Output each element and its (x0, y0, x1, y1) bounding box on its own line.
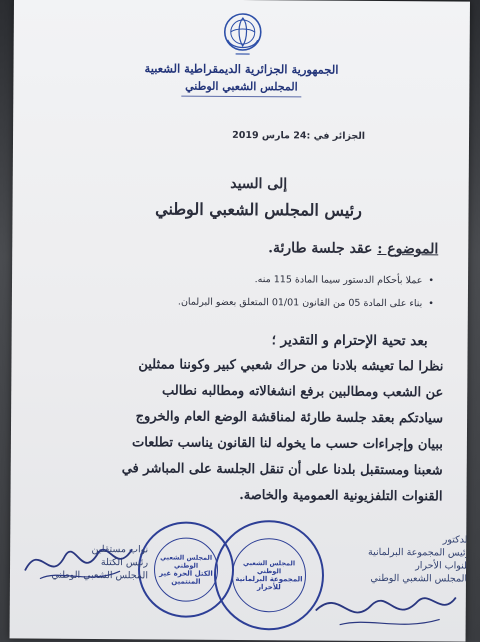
handwritten-signature (310, 580, 460, 637)
greeting: بعد تحية الإحترام و التقدير ؛ (271, 332, 428, 350)
subject-line (268, 240, 438, 257)
subject-text: عقد جلسة طارئة. (268, 240, 373, 257)
assembly-title: المجلس الشعبي الوطني (185, 79, 298, 94)
letter-date: الجزائر في :24 مارس 2019 (232, 129, 366, 142)
body-line: سيادتكم بعقد جلسة طارئة لمناقشة الوضع العام والخروج (135, 409, 444, 427)
stamp-outer-text: المجلس الشعبي الوطني (243, 559, 296, 576)
letter-page (10, 0, 470, 642)
reference-item: •بناء على المادة 05 من القانون 01/01 المتعلق بعضو البرلمان. (177, 296, 434, 310)
body-line: عن الشعب ومطالبين برفع انشغالاته ومطالبه نطالب (161, 383, 444, 401)
stamp-inner-ring (154, 537, 219, 602)
republic-title: الجمهورية الجزائرية الديمقراطية الشعبية (144, 61, 339, 77)
handwritten-signature (20, 530, 140, 591)
body-line: نظرا لما تعيشه بلادنا من حراك شعبي كبير وكوننا ممثلين (138, 357, 444, 375)
body-line: ببيان وإجراءات حسب ما يخوله لنا القانون يناسب تطلعات (131, 435, 443, 453)
body-line: القنوات التلفزيونية العمومية والخاصة. (239, 487, 443, 505)
addressee-line2: رئيس المجلس الشعبي الوطني (155, 199, 362, 220)
addressee-line1: إلى السيد (230, 175, 288, 193)
body-line: شعبنا ومستقبل بلدنا على أن تنقل الجلسة على المباشر في (121, 461, 443, 479)
stamp-inner-text: الكتل الحرة غير المنتمين (159, 569, 213, 586)
national-emblem-icon (222, 10, 264, 58)
stamp-outer-text: المجلس الشعبي الوطني (160, 553, 213, 570)
header-divider (181, 96, 301, 98)
official-stamp (214, 520, 325, 631)
stamp-inner-ring (232, 538, 307, 613)
bullet-icon: • (428, 298, 434, 310)
reference-item: •عملا بأحكام الدستور سيما المادة 115 منه. (254, 274, 435, 287)
subject-label: الموضوع : (377, 240, 439, 258)
stamp-inner-text: المجموعة البرلمانية للأحرار (235, 574, 303, 592)
bullet-icon: • (428, 275, 435, 287)
signature-block-right: الدكتور رئيس المجموعة البرلمانية للنواب الأحرار بالمجلس الشعبي الوطني (367, 534, 470, 585)
signature-block-left: نواب مستقلين رئيس الكتلة المجلس الشعبي الوطني (51, 543, 149, 582)
